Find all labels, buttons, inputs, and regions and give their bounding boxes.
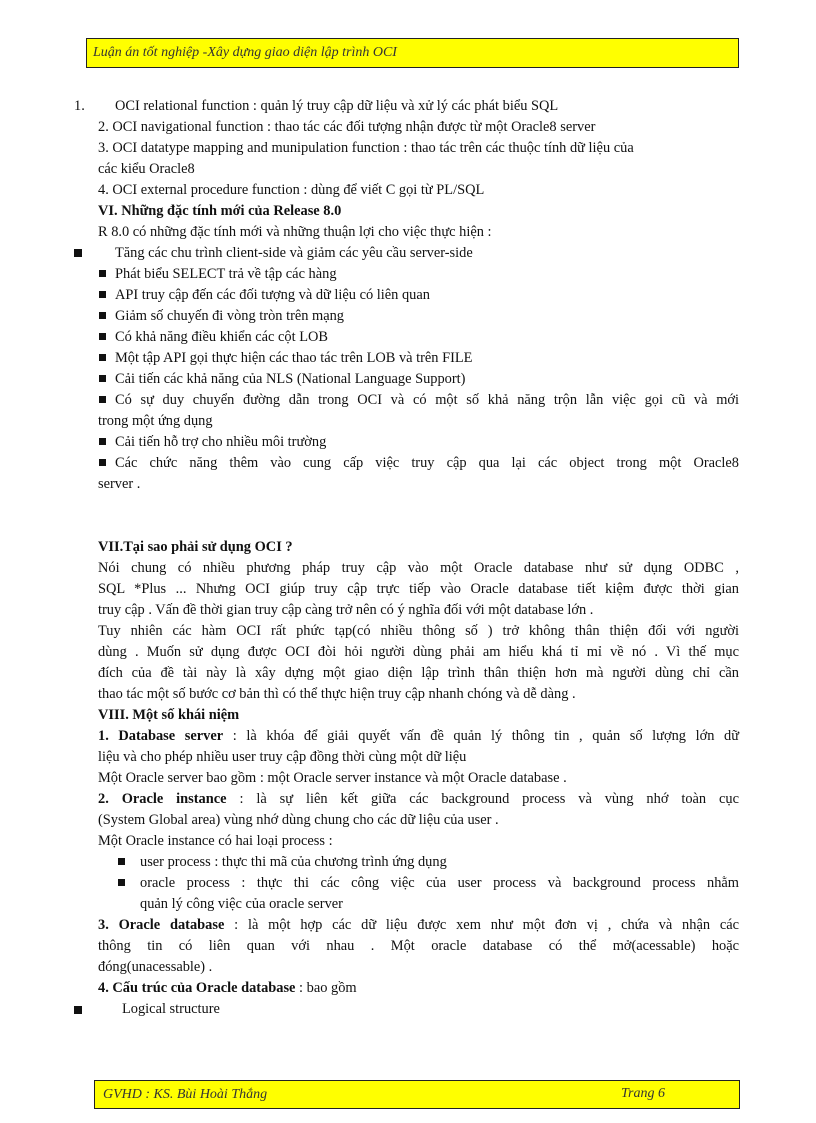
definition-text: : là khóa để giải quyết vấn đề quản lý thông tin , quản số lượng lớn dữ bbox=[223, 728, 739, 744]
list-item: Có sự duy chuyển đường dẫn trong OCI và có một số khả năng trộn lẫn việc gọi cũ và mới bbox=[115, 392, 739, 408]
list-item: Tăng các chu trình client-side và giảm các yêu cầu server-side bbox=[115, 245, 473, 261]
bullet-icon bbox=[99, 459, 106, 466]
paragraph-line: (System Global area) vùng nhớ dùng chung cho các dữ liệu của user . bbox=[98, 812, 499, 828]
definition-line bbox=[98, 726, 739, 746]
paragraph-line: Tuy nhiên các hàm OCI rất phức tạp(có nhiều thông số ) trở không thân thiện đối với người bbox=[98, 623, 739, 639]
page-header bbox=[86, 38, 739, 68]
list-item: API truy cập đến các đối tượng và dữ liệu có liên quan bbox=[115, 287, 430, 303]
oci-function-item: 3. OCI datatype mapping and munipulation function : thao tác trên các thuộc tính dữ liệu của bbox=[98, 140, 634, 156]
definition-term: 3. Oracle database bbox=[98, 917, 225, 933]
list-item-continuation: trong một ứng dụng bbox=[98, 413, 213, 429]
bullet-icon bbox=[99, 375, 106, 382]
list-item: Một tập API gọi thực hiện các thao tác trên LOB và trên FILE bbox=[115, 350, 473, 366]
paragraph-line: liệu và cho phép nhiều user truy cập đồng thời cùng một dữ liệu bbox=[98, 749, 467, 765]
list-item: Phát biểu SELECT trả về tập các hàng bbox=[115, 266, 337, 282]
list-item: Logical structure bbox=[122, 1001, 220, 1017]
paragraph-line: Một Oracle instance có hai loại process : bbox=[98, 833, 333, 849]
paragraph-line: đóng(unacessable) . bbox=[98, 959, 213, 975]
paragraph-line: đích của đề tài này là xây dựng một giao diện lập trình thân thiện hơn mà người dùng chỉ cần bbox=[98, 665, 739, 681]
list-item: user process : thực thi mã của chương trình ứng dụng bbox=[140, 854, 447, 870]
paragraph-line: Một Oracle server bao gồm : một Oracle server instance và một Oracle database . bbox=[98, 770, 567, 786]
list-item: Giảm số chuyến đi vòng tròn trên mạng bbox=[115, 308, 345, 324]
definition-term: 4. Cấu trúc của Oracle database bbox=[98, 980, 296, 996]
paragraph-line: thông tin có liên quan với nhau . Một oracle database có thể mở(acessable) hoặc bbox=[98, 938, 739, 954]
paragraph-line: Nói chung có nhiều phương pháp truy cập vào một Oracle database như sử dụng ODBC , bbox=[98, 560, 739, 576]
section-heading: VI. Những đặc tính mới của Release 8.0 bbox=[98, 203, 342, 219]
footer-advisor: GVHD : KS. Bùi Hoài Thắng bbox=[103, 1087, 268, 1102]
oci-function-item: 2. OCI navigational function : thao tác các đối tượng nhận được từ một Oracle8 server bbox=[98, 119, 596, 135]
list-item-continuation: quản lý công việc của oracle server bbox=[140, 896, 343, 912]
bullet-icon bbox=[118, 879, 125, 886]
list-item: Có khả năng điều khiển các cột LOB bbox=[115, 329, 328, 345]
bullet-icon bbox=[118, 858, 125, 865]
bullet-icon bbox=[99, 354, 106, 361]
paragraph-line: truy cập . Vấn đề thời gian truy cập càng trở nên có ý nghĩa đối với một database lớn . bbox=[98, 602, 594, 618]
section-heading: VIII. Một số khái niệm bbox=[98, 707, 240, 723]
oci-function-item: các kiểu Oracle8 bbox=[98, 161, 195, 177]
list-number: 1. bbox=[74, 98, 85, 114]
paragraph-line: R 8.0 có những đặc tính mới và những thuận lợi cho việc thực hiện : bbox=[98, 224, 492, 240]
list-item: Cải tiến hỗ trợ cho nhiều môi trường bbox=[115, 434, 327, 450]
list-item: Các chức năng thêm vào cung cấp việc truy cập qua lại các object trong một Oracle8 bbox=[115, 455, 739, 471]
paragraph-line: dùng . Muốn sử dụng được OCI đòi hỏi người dùng phải am hiểu khá tỉ mỉ về nó . Vì thế mục bbox=[98, 644, 739, 660]
bullet-icon bbox=[99, 270, 106, 277]
bullet-icon bbox=[99, 333, 106, 340]
bullet-icon bbox=[99, 312, 106, 319]
definition-line bbox=[98, 915, 739, 935]
bullet-icon bbox=[99, 291, 106, 298]
definition-line bbox=[98, 978, 357, 998]
definition-text: : là một hợp các dữ liệu được xem như một đơn vị , chứa và nhận các bbox=[224, 917, 740, 933]
bullet-icon bbox=[74, 1006, 82, 1014]
bullet-icon bbox=[74, 249, 82, 257]
paragraph-line: SQL *Plus ... Nhưng OCI giúp truy cập trực tiếp vào Oracle database tiết kiệm được thời gian bbox=[98, 581, 739, 597]
oci-function-item: OCI relational function : quản lý truy cập dữ liệu và xử lý các phát biểu SQL bbox=[115, 98, 559, 114]
section-heading: VII.Tại sao phải sử dụng OCI ? bbox=[98, 539, 293, 555]
page-footer bbox=[94, 1080, 740, 1109]
bullet-icon bbox=[99, 396, 106, 403]
list-item: Cải tiến các khả năng của NLS (National Language Support) bbox=[115, 371, 466, 387]
definition-text: : bao gồm bbox=[295, 980, 357, 996]
bullet-icon bbox=[99, 438, 106, 445]
definition-term: 2. Oracle instance bbox=[98, 791, 227, 807]
oci-function-item: 4. OCI external procedure function : dùng để viết C gọi từ PL/SQL bbox=[98, 182, 485, 198]
paragraph-line: thao tác một số bước cơ bản thì có thể thực hiện truy cập nhanh chóng và dễ dàng . bbox=[98, 686, 576, 702]
list-item-continuation: server . bbox=[98, 476, 141, 492]
list-item: oracle process : thực thi các công việc của user process và background process nhằm bbox=[140, 875, 739, 891]
definition-text: : là sự liên kết giữa các background process và vùng nhớ toàn cục bbox=[226, 791, 740, 807]
definition-line bbox=[98, 789, 739, 809]
definition-term: 1. Database server bbox=[98, 728, 224, 744]
header-title: Luận án tốt nghiệp -Xây dựng giao diện lập trình OCI bbox=[93, 45, 397, 60]
page-number: Trang 6 bbox=[621, 1086, 665, 1101]
